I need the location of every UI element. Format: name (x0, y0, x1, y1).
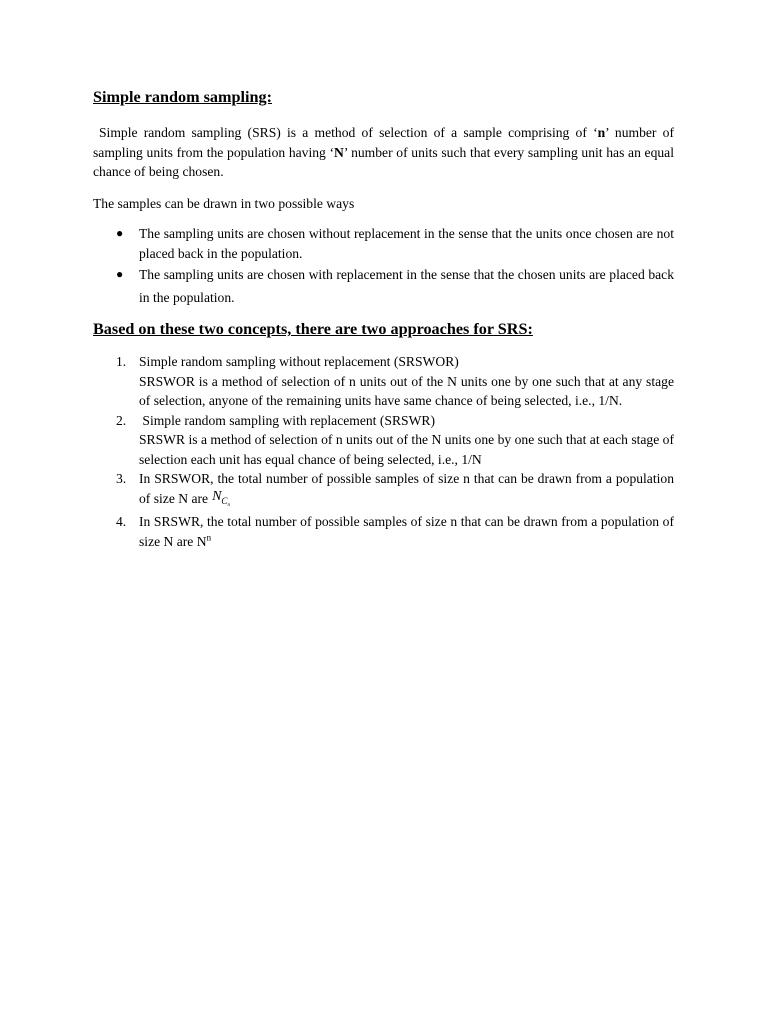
list-item (93, 263, 674, 309)
combination-formula (212, 487, 230, 510)
bullet-text: The sampling units are chosen with replacement in the sense that the chosen units are placed back in the population. (139, 267, 674, 305)
math-C: C (221, 495, 228, 506)
numbered-list (93, 352, 674, 551)
item-description: SRSWR is a method of selection of n units out of the N units one by one such that at each stage of selection each unit has equal chance of being selected, i.e., 1/N (139, 432, 674, 467)
section-heading: Based on these two concepts, there are two approaches for SRS: (93, 320, 533, 338)
item-text: In SRSWR, the total number of possible samples of size n that can be drawn from a population of size N are N (139, 514, 674, 549)
bullet-icon: ● (116, 267, 124, 281)
bullet-icon: ● (116, 226, 124, 240)
bullet-text: The sampling units are chosen without replacement in the sense that the units once chosen are not placed back in the population. (139, 226, 674, 261)
item-number: 1. (116, 354, 127, 369)
item-number: 4. (116, 514, 127, 529)
intro-N-bold: N (334, 144, 344, 160)
intro-text-2: ’ number of sampling units from the population having ‘ (93, 125, 674, 160)
item-title: Simple random sampling without replacement (SRSWOR) (139, 354, 459, 369)
list-item (93, 352, 674, 411)
list-item (93, 411, 674, 470)
intro-text-3: ’ number of units such that every sampling unit has an equal chance of being chosen. (93, 144, 674, 179)
ways-paragraph: The samples can be drawn in two possible ways (93, 195, 355, 211)
document-page (93, 86, 674, 551)
page-title: Simple random sampling: (93, 88, 272, 106)
math-N: N (212, 488, 222, 504)
item-title: Simple random sampling with replacement (SRSWR) (139, 412, 435, 428)
item-number: 2. (116, 412, 127, 428)
item-description: SRSWOR is a method of selection of n units out of the N units one by one such that at any stage of selection, anyone of the remaining units have same chance of being selected, i.e., 1/N. (139, 373, 674, 408)
intro-n-bold: n (597, 125, 606, 140)
item-text: In SRSWOR, the total number of possible samples of size n that can be drawn from a population of size N are (139, 471, 674, 506)
intro-text-1: Simple random sampling (SRS) is a method of selection of a sample comprising of ‘ (99, 125, 598, 140)
item-number: 3. (116, 471, 127, 486)
list-item (93, 224, 674, 263)
list-item (93, 469, 674, 512)
intro-paragraph (93, 123, 674, 182)
bullet-list (93, 224, 674, 309)
superscript-n: n (206, 531, 212, 542)
list-item (93, 512, 674, 551)
math-n: n (227, 502, 230, 508)
